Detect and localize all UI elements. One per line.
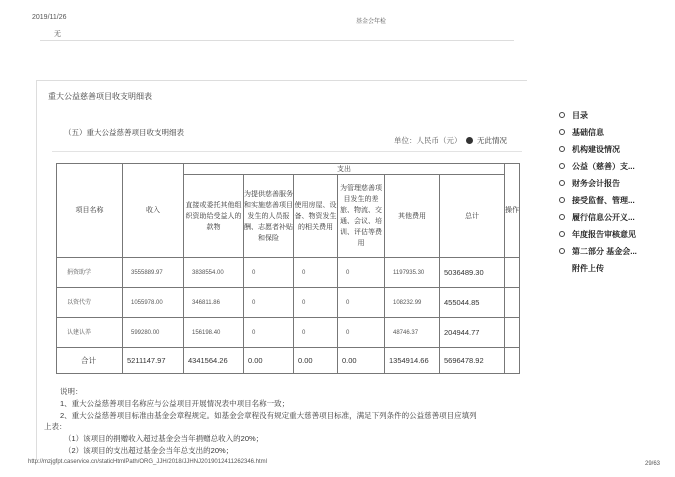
cell-total: 204944.77 [440,318,505,348]
toc-item-label: 接受监督、管理... [572,196,635,205]
header-facility-costs: 使用房屋、设备、物资发生的相关费用 [294,175,338,258]
toc-item-financial-report[interactable] [559,178,674,195]
header-operation: 操作 [505,164,520,258]
toc-item-supervision[interactable] [559,195,674,212]
toc-item-label: 财务会计报告 [572,179,620,188]
cell-facility-costs: 0 [294,288,338,318]
bullet-icon [559,163,565,169]
toc-item-label: 目录 [572,111,588,120]
bullet-icon [559,180,565,186]
section-title: 重大公益慈善项目收支明细表 [48,92,152,101]
table-row [57,288,520,318]
toc-item-basic-info[interactable] [559,127,674,144]
toc-item-label: 公益（慈善）支... [572,162,635,171]
toc-item-label: 基础信息 [572,128,604,137]
bullet-icon [559,146,565,152]
toc-item-label: 第二部分 基金会... [572,247,637,256]
cell-total-label: 合计 [57,348,123,374]
cell-other-costs: 48746.37 [385,318,440,348]
header-other-costs: 其他费用 [385,175,440,258]
cell-total: 5036489.30 [440,258,505,288]
cell-operation [505,258,520,288]
cell-personnel-costs-total: 0.00 [244,348,294,374]
note-line: 2、重大公益慈善项目标准由基金会章程规定。如基金会章程没有规定重大慈善项目标准，满足下列条件的公益慈善项目应填列 [60,410,477,420]
toc-item-org-building[interactable] [559,144,674,161]
cell-income-total: 5211147.97 [123,348,184,374]
project-expense-table [56,163,520,374]
unit-label: 单位：人民币（元） [394,136,462,145]
no-situation-label: 无此情况 [477,136,507,145]
toc-item-contents[interactable] [559,110,674,127]
cell-operation [505,318,520,348]
page-number: 29/63 [645,461,661,467]
cell-direct-funding: 156198.40 [184,318,244,348]
bullet-icon [559,214,565,220]
previous-section-none-text: 无 [54,31,61,38]
bullet-icon [559,112,565,118]
toc-item-charity-expense[interactable] [559,161,674,178]
cell-direct-funding: 346811.86 [184,288,244,318]
note-line: 上表： [44,422,67,432]
cell-project-name: 认建认养 [57,318,123,348]
header-direct-funding: 直接或委托其他组织资助给受益人的款物 [184,175,244,258]
cell-total: 455044.85 [440,288,505,318]
toc-item-label: 附件上传 [572,264,604,273]
table-total-row [57,348,520,374]
cell-other-costs-total: 1354914.66 [385,348,440,374]
header-personnel-costs: 为提供慈善服务和实施慈善项目发生的人员报酬、志愿者补贴和保险 [244,175,294,258]
footer-url: http://mzjgfpt.caservice.cn/staticHtmlPath/ORG_JJH/2018/JJHNJ2019012411262346.html [28,459,268,465]
cell-direct-funding: 3838554.00 [184,258,244,288]
notes-heading: 说明： [60,387,83,396]
cell-management-costs: 0 [338,258,385,288]
no-situation-radio[interactable] [466,137,473,144]
cell-personnel-costs: 0 [244,318,294,348]
header-management-costs: 为管理慈善项目发生的差旅、物流、交通、会议、培训、评估等费用 [338,175,385,258]
cell-direct-funding-total: 4341564.26 [184,348,244,374]
divider [40,40,514,41]
toc-item-label: 履行信息公开义... [572,213,635,222]
bullet-icon [559,197,565,203]
bullet-icon [559,248,565,254]
cell-other-costs: 108232.99 [385,288,440,318]
note-line: 1、重大公益慈善项目名称应与公益项目开展情况表中项目名称一致； [60,398,290,408]
cell-personnel-costs: 0 [244,288,294,318]
toc-item-part-two[interactable] [559,246,674,263]
cell-personnel-costs: 0 [244,258,294,288]
print-date: 2019/11/26 [32,14,67,21]
toc-item-audit-opinion[interactable] [559,229,674,246]
bullet-icon [559,231,565,237]
toc-sidebar [559,110,674,280]
cell-management-costs: 0 [338,318,385,348]
cell-other-costs: 1197935.30 [385,258,440,288]
subsection-title: （五）重大公益慈善项目收支明细表 [64,128,184,137]
subsection-divider [52,151,522,152]
cell-project-name: 以资代劳 [57,288,123,318]
toc-item-attachments[interactable] [559,263,674,280]
header-project-name: 项目名称 [57,164,123,258]
print-title: 基金会年检 [356,19,387,25]
cell-income: 1055978.00 [123,288,184,318]
header-expense: 支出 [184,164,505,175]
cell-income: 599280.00 [123,318,184,348]
toc-item-label: 年度报告审核意见 [572,230,636,239]
note-line: （2）该项目的支出超过基金会当年总支出的20%； [64,445,234,455]
table-row [57,258,520,288]
cell-management-costs-total: 0.00 [338,348,385,374]
toc-item-label: 机构建设情况 [572,145,620,154]
cell-operation [505,348,520,374]
cell-facility-costs-total: 0.00 [294,348,338,374]
cell-facility-costs: 0 [294,318,338,348]
table-row [57,318,520,348]
header-income: 收入 [123,164,184,258]
cell-operation [505,288,520,318]
header-total: 总计 [440,175,505,258]
note-line: （1）该项目的捐赠收入超过基金会当年捐赠总收入的20%； [64,434,264,444]
cell-management-costs: 0 [338,288,385,318]
cell-facility-costs: 0 [294,258,338,288]
bullet-icon [559,129,565,135]
notes [44,386,524,457]
cell-project-name: 捐资助学 [57,258,123,288]
cell-income: 3555889.97 [123,258,184,288]
toc-item-info-disclosure[interactable] [559,212,674,229]
cell-grand-total: 5696478.92 [440,348,505,374]
